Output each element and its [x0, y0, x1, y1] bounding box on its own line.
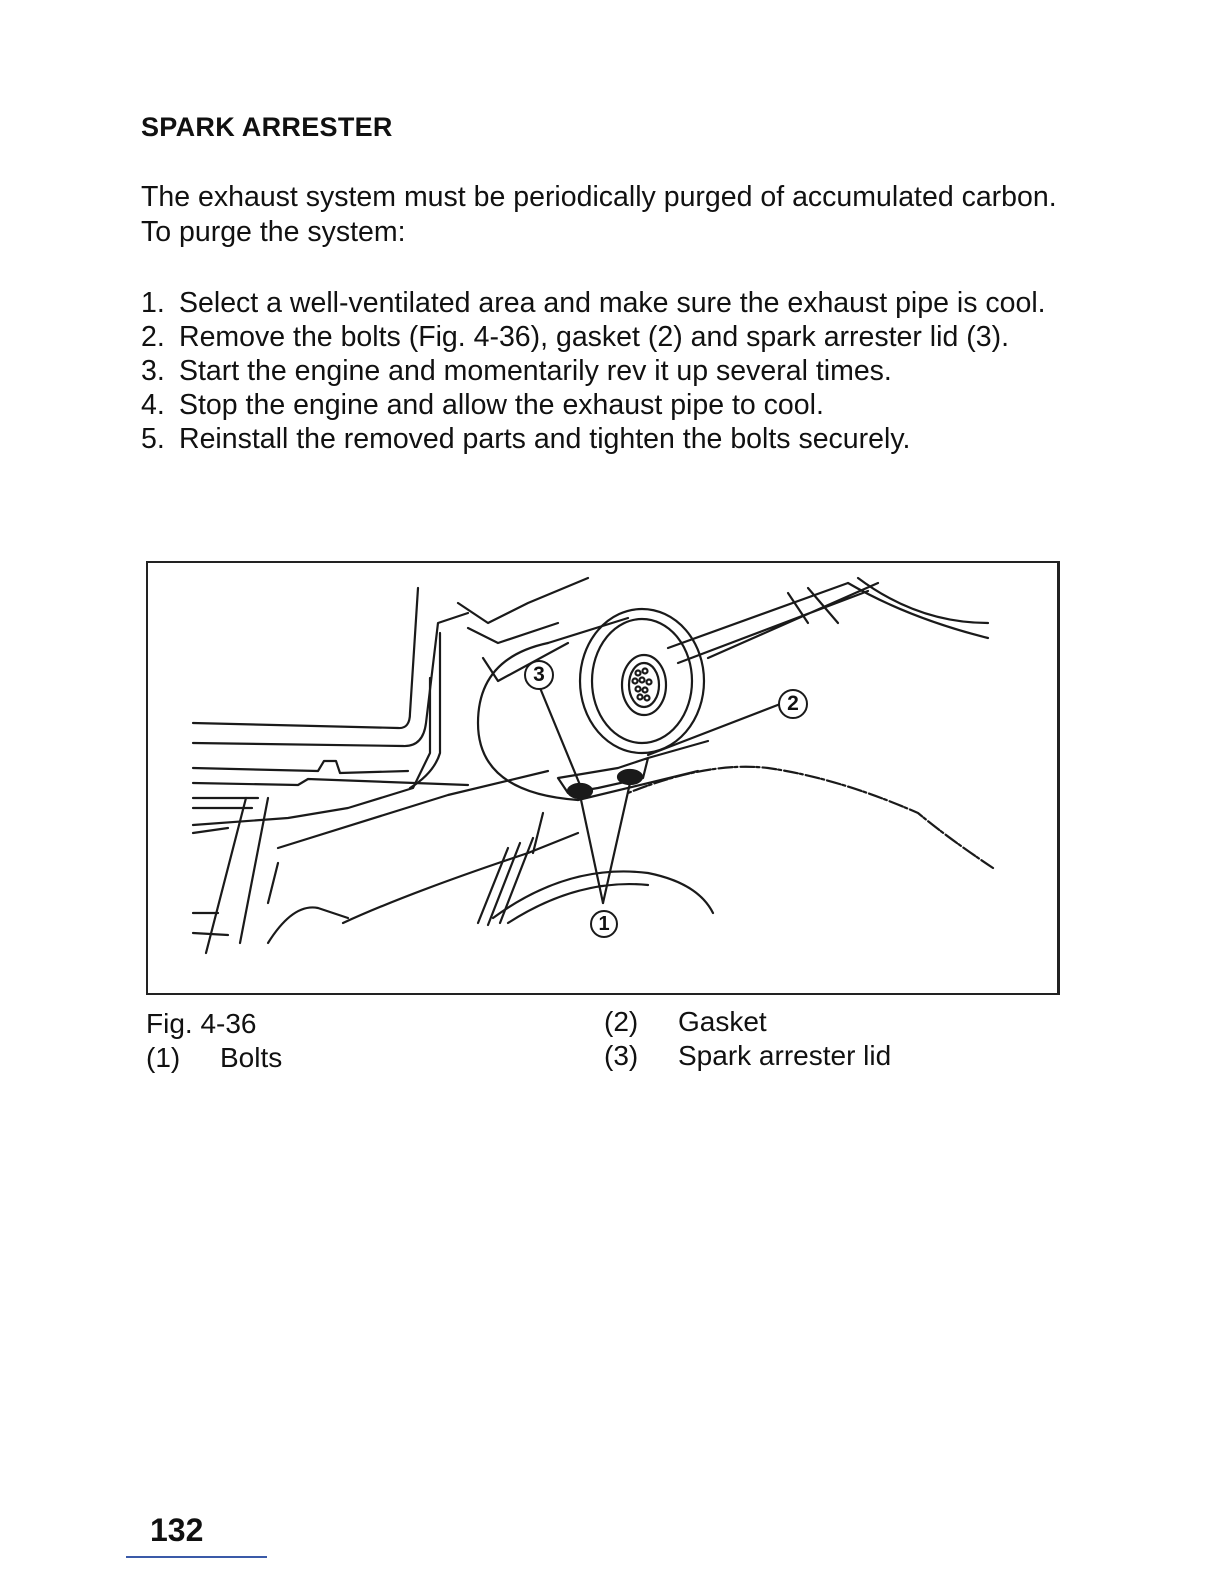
callout-2	[778, 689, 808, 719]
legend-ref: (2)	[604, 1006, 639, 1037]
legend-item	[604, 1005, 891, 1039]
callout-1-label: 1	[598, 913, 610, 935]
step-text: Start the engine and momentarily rev it up several times.	[179, 355, 892, 387]
spark-arrester-figure	[146, 561, 1060, 995]
figure-label: Fig. 4-36	[146, 1008, 257, 1039]
figure-caption-right	[604, 1005, 891, 1073]
figure-caption-left	[146, 1007, 282, 1075]
step-item	[141, 422, 1071, 456]
legend-label: Spark arrester lid	[678, 1040, 892, 1071]
step-number: 2.	[141, 321, 165, 353]
step-item	[141, 354, 1071, 388]
legend-label: Gasket	[678, 1006, 767, 1037]
legend-item	[146, 1041, 282, 1075]
step-text: Select a well-ventilated area and make sure the exhaust pipe is cool.	[179, 287, 1046, 319]
step-number: 1.	[141, 287, 165, 319]
procedure-steps	[141, 286, 1071, 456]
step-text: Remove the bolts (Fig. 4-36), gasket (2) and spark arrester lid (3).	[179, 321, 1009, 353]
intro-paragraph: The exhaust system must be periodically purged of accumulated carbon. To purge the system:	[141, 181, 1057, 248]
page-number: 132	[150, 1512, 204, 1548]
step-text: Stop the engine and allow the exhaust pipe to cool.	[179, 389, 824, 421]
step-item	[141, 286, 1071, 320]
section-heading: SPARK ARRESTER	[141, 112, 393, 142]
step-number: 5.	[141, 423, 165, 455]
page-rule	[126, 1556, 267, 1558]
callout-2-label: 2	[787, 692, 799, 715]
callout-3	[524, 660, 554, 690]
step-number: 3.	[141, 355, 165, 387]
step-item	[141, 320, 1071, 354]
callout-1	[590, 910, 618, 938]
legend-item	[604, 1039, 891, 1073]
step-item	[141, 388, 1071, 422]
legend-ref: (3)	[604, 1040, 639, 1071]
step-number: 4.	[141, 389, 165, 421]
legend-ref: (1)	[146, 1042, 181, 1073]
legend-label: Bolts	[220, 1042, 283, 1073]
callout-3-label: 3	[533, 663, 545, 686]
step-text: Reinstall the removed parts and tighten the bolts securely.	[179, 423, 911, 455]
